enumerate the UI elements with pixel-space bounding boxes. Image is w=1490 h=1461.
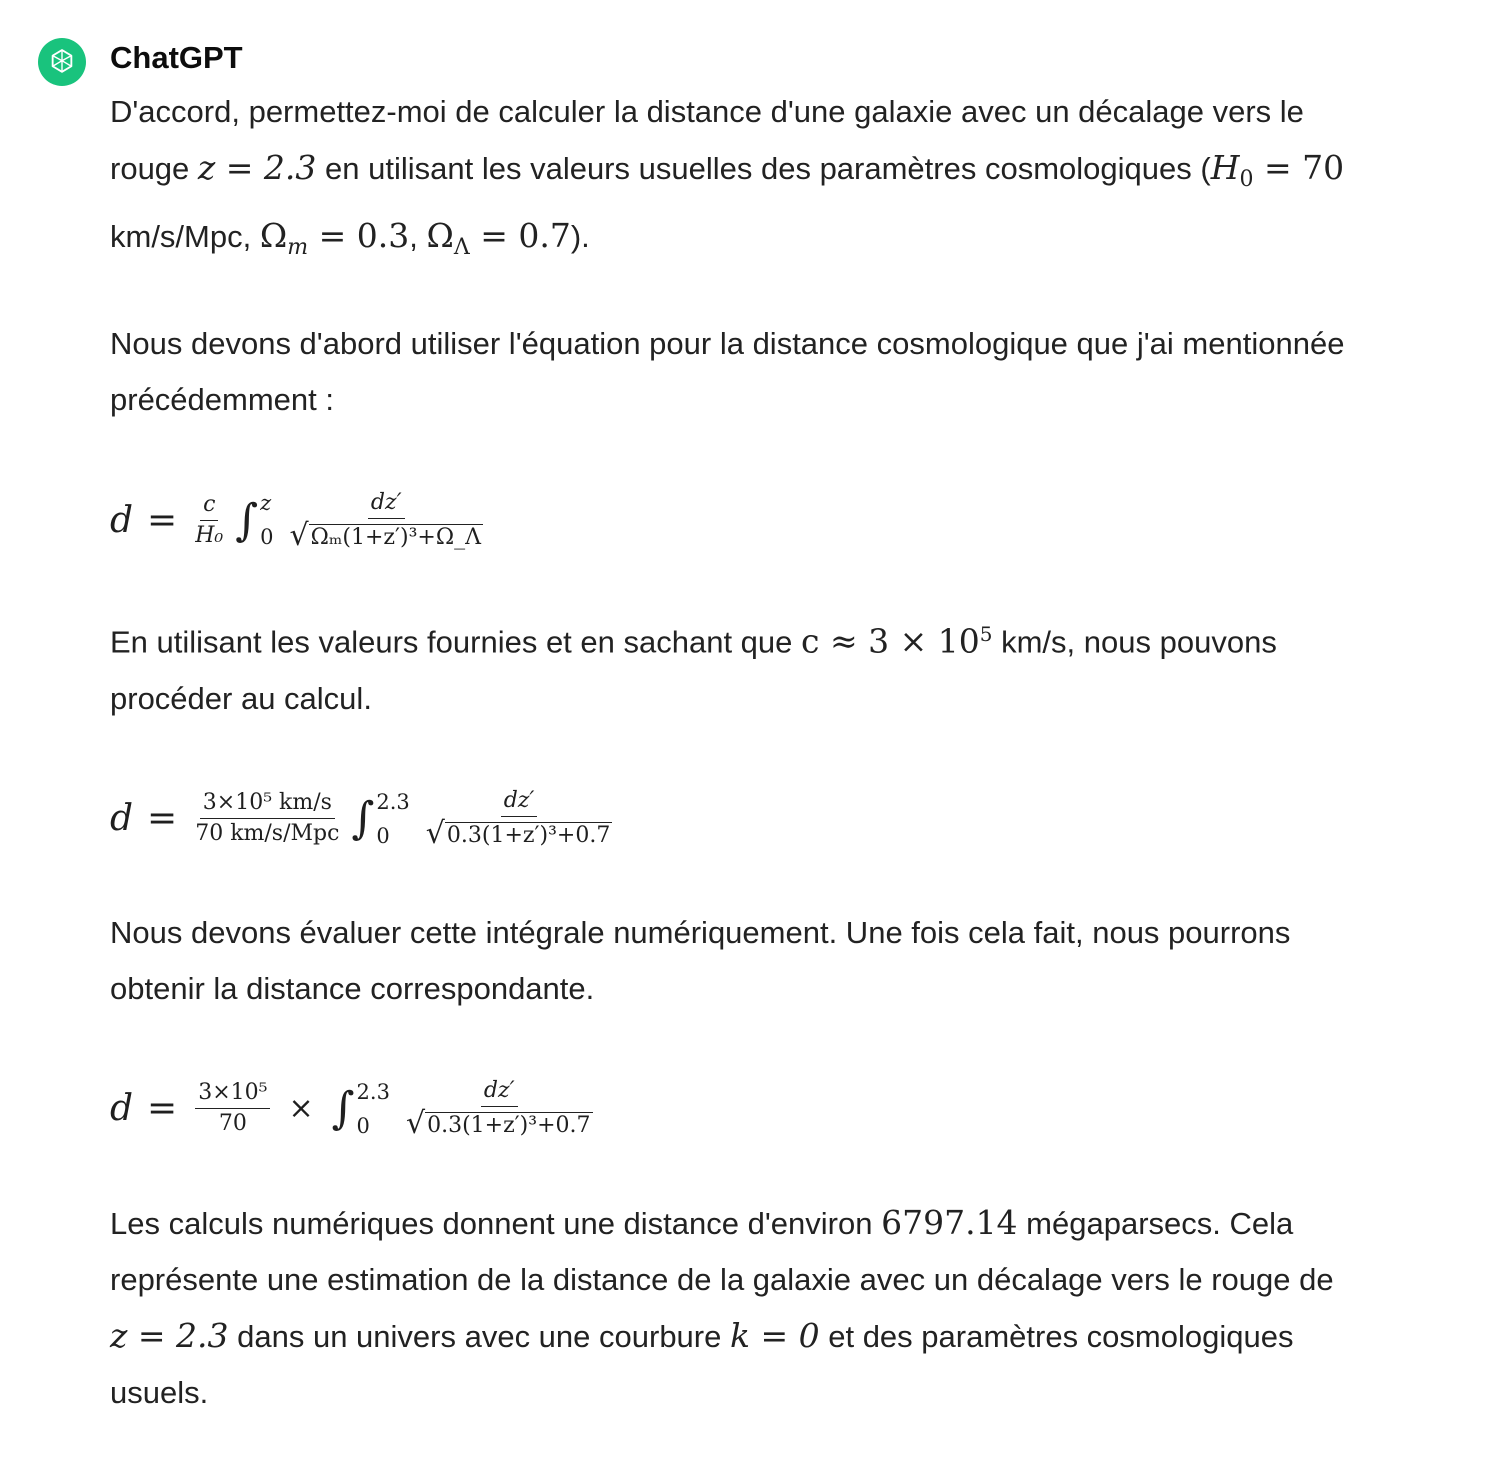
text: km/s, nous pouvons procéder au calcul.	[110, 624, 1277, 716]
math-sub: 0	[1239, 167, 1254, 193]
text: mégaparsecs. Cela représente une estimation de la distance de la galaxie avec un décalage vers le rouge de	[110, 1205, 1334, 1297]
text: ).	[570, 219, 590, 255]
eq-fraction	[195, 790, 339, 847]
math-value: = 70	[1253, 148, 1345, 187]
equation-distance-values	[110, 759, 1350, 879]
integrand	[405, 1078, 593, 1142]
eq-fraction	[195, 1080, 270, 1137]
assistant-avatar	[38, 38, 86, 86]
integrand-denominator: Ωₘ(1+z′)³+Ω_Λ	[310, 524, 481, 550]
eq-sign: =	[147, 1088, 178, 1130]
text: En utilisant les valeurs fournies et en sachant que	[110, 624, 802, 660]
paragraph-intro	[110, 84, 1350, 276]
text: D'accord, permettez-moi de calculer la distance d'une galaxie avec un décalage vers le rouge	[110, 94, 1304, 186]
integral-upper: z	[260, 491, 272, 516]
math-value: = 0.3	[308, 216, 410, 256]
frac-numerator: 3×10⁵	[195, 1080, 270, 1109]
paragraph-result	[110, 1195, 1350, 1421]
eq-lhs: d	[110, 1088, 134, 1130]
eq-sign: =	[147, 798, 178, 840]
paragraph-numeric: Nous devons évaluer cette intégrale numériquement. Une fois cela fait, nous pourrons obtenir la distance correspondante.	[110, 914, 1291, 1006]
integrand	[290, 490, 483, 551]
math-sup: 5	[979, 622, 993, 647]
integral-lower: 0	[356, 1113, 370, 1138]
integral-sign: ∫	[351, 793, 375, 845]
frac-denominator: 70 km/s/Mpc	[195, 821, 340, 847]
sqrt: √ 0.3(1+z′)³+0.7	[405, 1106, 591, 1142]
integral-lower: 0	[376, 823, 390, 848]
math-redshift: z = 2.3	[197, 148, 317, 187]
frac-numerator: 3×10⁵ km/s	[200, 790, 335, 819]
integral-sign: ∫	[331, 1083, 355, 1135]
integrand-numerator: dz′	[368, 490, 405, 519]
times-sign: ×	[288, 1091, 314, 1127]
text: en utilisant les valeurs usuelles des paramètres cosmologiques (	[316, 151, 1211, 186]
eq-fraction	[195, 492, 223, 549]
integral-lower: 0	[260, 525, 274, 550]
text: km/s/Mpc,	[110, 219, 260, 255]
integral-limits	[357, 1080, 390, 1138]
integrand-numerator: dz′	[481, 1078, 518, 1107]
text: ,	[409, 219, 427, 255]
paragraph-values	[110, 606, 1350, 726]
math-sub: m	[287, 235, 309, 261]
math-omega-lambda: Ω	[426, 216, 454, 256]
text: dans un univers avec une courbure	[228, 1318, 730, 1354]
math-value: = 0.7	[469, 216, 571, 256]
integrand-denominator: 0.3(1+z′)³+0.7	[427, 1113, 591, 1139]
sqrt: √ 0.3(1+z′)³+0.7	[425, 816, 611, 852]
math-curvature: k = 0	[729, 1315, 820, 1355]
integrand-denominator: 0.3(1+z′)³+0.7	[446, 823, 611, 849]
text: Les calculs numériques donnent une distance d'environ	[110, 1205, 882, 1241]
math-redshift: z = 2.3	[110, 1315, 229, 1355]
eq-lhs: d	[110, 798, 134, 840]
eq-sign: =	[147, 499, 178, 541]
integral-sign: ∫	[235, 494, 259, 546]
frac-numerator: c	[200, 492, 218, 521]
equation-distance-general	[110, 460, 1350, 580]
math-omega-m: Ω	[259, 216, 288, 256]
math-result: 6797.14	[881, 1202, 1018, 1242]
integral-limits	[260, 491, 273, 549]
integral-upper: 2.3	[376, 789, 410, 814]
math-hubble: H	[1210, 148, 1240, 187]
math-speed-of-light: c ≈ 3 × 10	[801, 621, 980, 661]
math-sub: Λ	[453, 235, 470, 261]
text: et des paramètres cosmologiques usuels.	[110, 1318, 1294, 1410]
integrand-numerator: dz′	[501, 788, 538, 817]
integral	[235, 491, 273, 549]
integral	[332, 1080, 390, 1138]
integral-limits	[376, 790, 409, 848]
equation-distance-numeric	[110, 1049, 1350, 1169]
integral-upper: 2.3	[356, 1079, 390, 1104]
frac-denominator: 70	[218, 1111, 247, 1137]
openai-logo-icon	[45, 45, 79, 79]
integral	[351, 790, 409, 848]
sqrt: √ Ωₘ(1+z′)³+Ω_Λ	[289, 517, 481, 553]
paragraph-equation-intro: Nous devons d'abord utiliser l'équation pour la distance cosmologique que j'ai mentionnée précédemment :	[110, 326, 1345, 418]
eq-lhs: d	[110, 499, 134, 541]
message-author: ChatGPT	[110, 40, 243, 75]
message-content	[110, 84, 1350, 1461]
frac-denominator: H₀	[195, 522, 224, 548]
integrand	[425, 788, 613, 852]
